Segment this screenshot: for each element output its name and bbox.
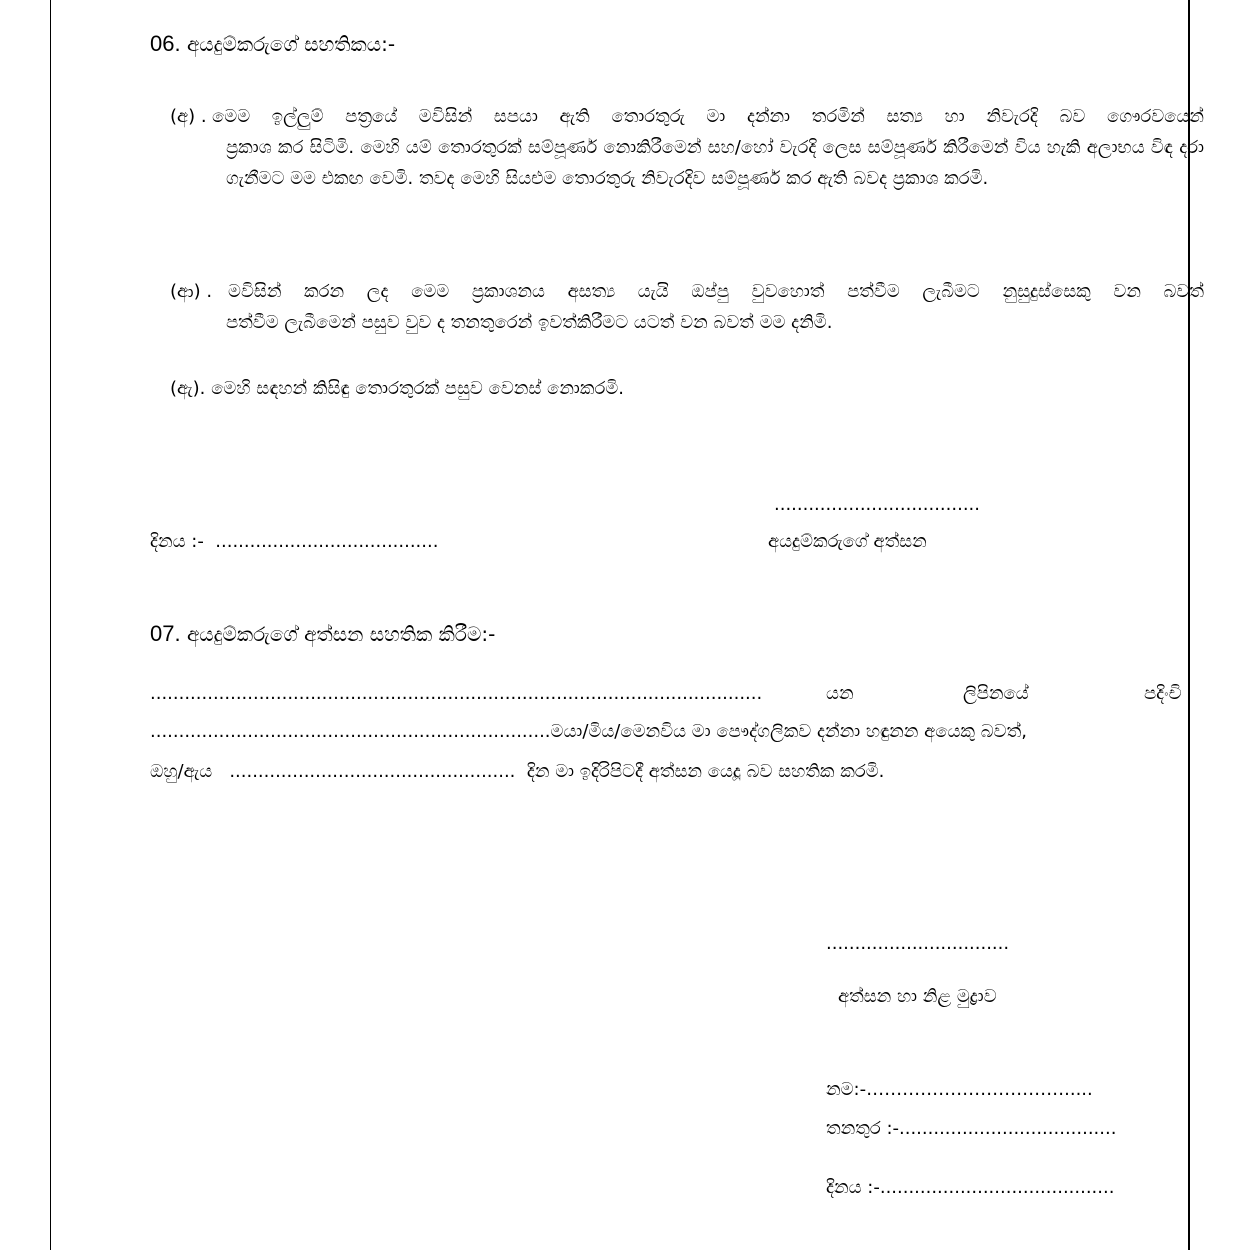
applicant-name-line: ...................................................................... (150, 721, 551, 742)
line-2-text: මයා/මිය/මෙනවිය මා පෞද්ගලිකව දන්නා හඳුනන අයෙකු බවත්, (550, 721, 1027, 742)
certifier-name-line: ........................................................................................................... (150, 683, 763, 704)
section-07-heading (150, 622, 495, 646)
official-stamp-label: අත්සන හා නිළ මුද්‍රාව (838, 986, 997, 1007)
applicant-signature-label: අයදුම්කරුගේ අත්සන (768, 531, 927, 552)
item-a-label: (අ) . (170, 106, 207, 127)
item-c-text: මෙහි සඳහන් කිසිඳු තොරතුරක් පසුව වෙනස් නොකරමි. (211, 378, 625, 399)
declaration-item-b (170, 276, 1204, 338)
official-stamp-line: ................................ (826, 933, 1010, 954)
declaration-item-c (170, 377, 624, 401)
word-padinchi: පදිංචි (1144, 683, 1182, 704)
certifier-name-label: නම:- (826, 1079, 867, 1100)
section-06-title: අයදුම්කරුගේ සහතිකය:- (186, 32, 396, 56)
applicant-date-row (150, 530, 438, 554)
certifier-name-dots: ……………………………..... (866, 1079, 1093, 1100)
item-b-label: (ආ) . (170, 281, 213, 302)
certifier-name-row (826, 1078, 1093, 1102)
item-b-first-line: මවිසින් කරන ලද මෙම ප්‍රකාශනය අසත්‍ය යැයි ඔප්පු වුවහොත් පත්වීම ලැබීමට නුසුදුස්සෙකු වන බවත් (228, 281, 1204, 302)
word-yana: යන (826, 683, 854, 704)
line-3-start: ඔහු/ඇය (150, 761, 213, 782)
signing-date-line: .................................................. (229, 761, 516, 782)
section-06-heading (150, 32, 395, 56)
item-b-text: පත්වීම ලැබීමෙන් පසුව වුව ද තනතුරෙන් ඉවත්කිරීමට යටත් වන බවත් මම දනිමි. (226, 312, 833, 333)
item-a-text: ප්‍රකාශ කර සිටිමි. මෙහි යම් තොරතුරක් සම්පූර්ණ නොකිරීමෙන් සහ/හෝ වැරදි ලෙස සම්පූර්ණ කිරීමෙන් විය හැකි අලාභය විඳ දරා ගැනීමට මම එකඟ වෙමි. තවද මෙහි සියළුම තොරතුරු නිවැරදිව සම්පූර්ණ කර ඇති බවද ප්‍රකාශ කරමි. (226, 137, 1204, 189)
section-06-number: 06. (150, 31, 181, 56)
left-margin-rule (50, 0, 51, 1250)
declaration-item-a (170, 101, 1204, 194)
section-07-title: අයදුම්කරුගේ අත්සන සහතික කිරීම:- (186, 622, 496, 646)
applicant-date-label: දිනය :- (150, 531, 204, 552)
certifier-position-row (826, 1117, 1116, 1141)
certifier-line-2 (150, 720, 1027, 744)
item-a-first-line: මෙම ඉල්ලුම් පත්‍රයේ මවිසින් සපයා ඇති තොරතුරු මා දන්නා තරමින් සත්‍ය හා නිවැරදි බව ගෞරවයෙන් (212, 106, 1204, 127)
line-3-text: දින මා ඉදිරිපිටදී අත්සන යෙදූ බව සහතික කරමි. (526, 761, 885, 782)
certifier-date-dots: ......................................... (879, 1177, 1115, 1198)
item-c-label: (ඇ). (170, 378, 206, 399)
word-lipinaye: ලිපිනයේ (963, 683, 1029, 704)
certifier-position-label: තනතුර :- (826, 1118, 900, 1139)
section-07-number: 07. (150, 621, 181, 646)
certifier-date-label: දිනය :- (826, 1177, 880, 1198)
certifier-line-3 (150, 760, 884, 784)
certifier-date-row (826, 1176, 1114, 1200)
certifier-position-dots: ...................................... (899, 1118, 1117, 1139)
applicant-date-line: ....................................... (215, 531, 439, 552)
applicant-signature-line: .................................... (774, 494, 980, 515)
